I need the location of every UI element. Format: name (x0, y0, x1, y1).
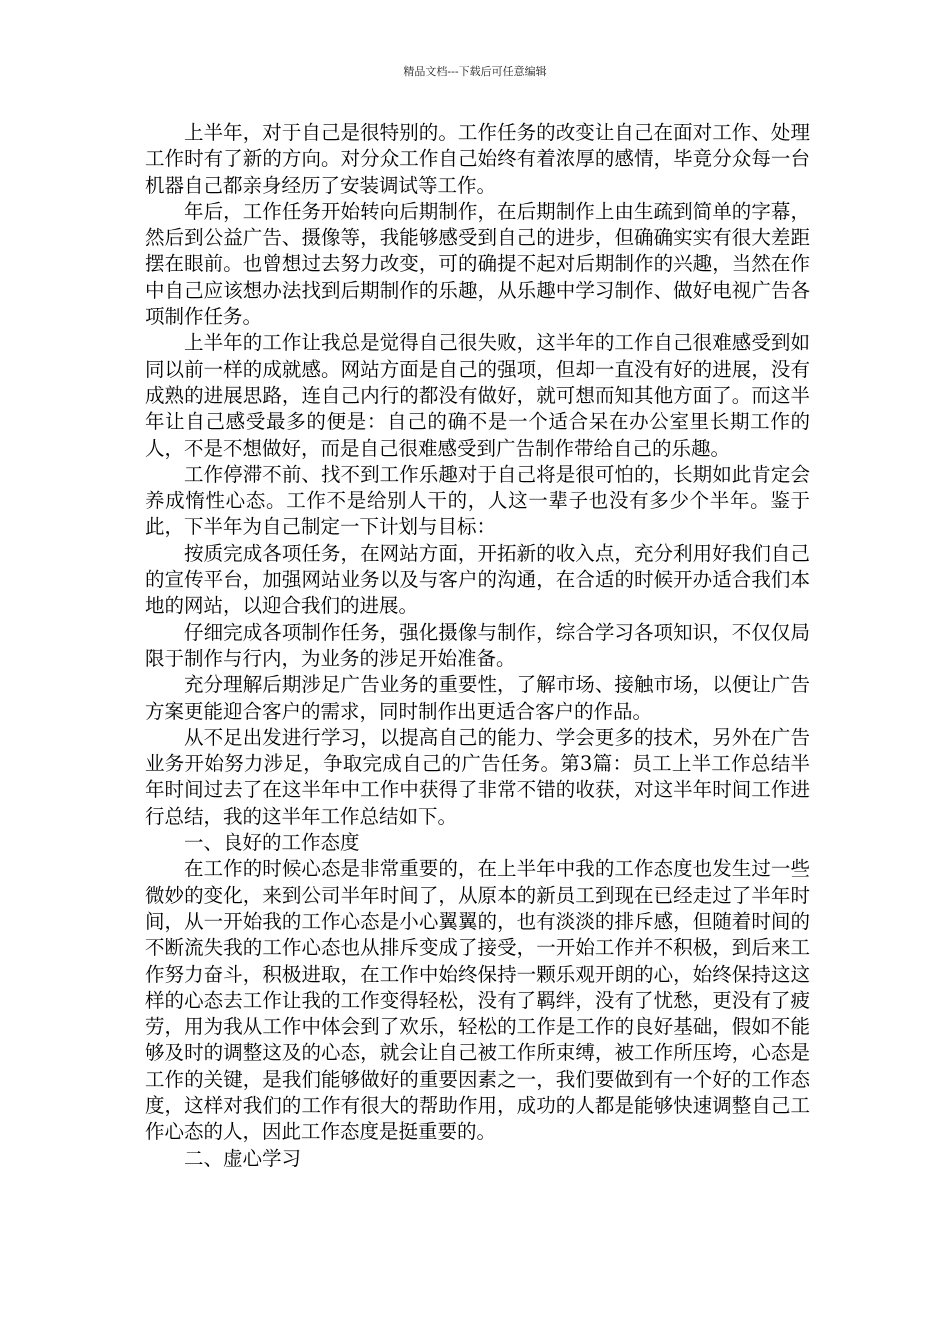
paragraph: 年后，工作任务开始转向后期制作，在后期制作上由生疏到简单的字幕，然后到公益广告、摄像等，我能够感受到自己的进步，但确确实实有很大差距摆在眼前。也曾想过去努力改变，可的确提不起对后期制作的兴趣，当然在作中自己应该想办法找到后期制作的乐趣，从乐趣中学习制作、做好电视广告各项制作任务。 (145, 199, 810, 329)
paragraph: 从不足出发进行学习，以提高自己的能力、学会更多的技术，另外在广告业务开始努力涉足，争取完成自己的广告任务。第3篇：员工上半工作总结半年时间过去了在这半年中工作中获得了非常不错的收获，对这半年时间工作进行总结，我的这半年工作总结如下。 (145, 725, 810, 828)
paragraph: 上半年的工作让我总是觉得自己很失败，这半年的工作自己很难感受到如同以前一样的成就感。网站方面是自己的强项，但却一直没有好的进展，没有成熟的进展思路，连自己内行的都没有做好，就可想而知其他方面了。而这半年让自己感受最多的便是：自己的确不是一个适合呆在办公室里长期工作的人，不是不想做好，而是自己很难感受到广告制作带给自己的乐趣。 (145, 331, 810, 460)
paragraph: 仔细完成各项制作任务，强化摄像与制作，综合学习各项知识，不仅仅局限于制作与行内，为业务的涉足开始准备。 (145, 620, 810, 670)
paragraph: 上半年，对于自己是很特别的。工作任务的改变让自己在面对工作、处理工作时有了新的方向。对分众工作自己始终有着浓厚的感情，毕竟分众每一台机器自己都亲身经历了安装调试等工作。 (145, 121, 810, 197)
document-body (145, 120, 810, 1172)
paragraph: 在工作的时候心态是非常重要的，在上半年中我的工作态度也发生过一些微妙的变化，来到公司半年时间了，从原本的新员工到现在已经走过了半年时间，从一开始我的工作心态是小心翼翼的，也有淡淡的排斥感，但随着时间的不断流失我的工作心态也从排斥变成了接受，一开始工作并不积极，到后来工作努力奋斗，积极进取，在工作中始终保持一颗乐观开朗的心，始终保持这这样的心态去工作让我的工作变得轻松，没有了羁绊，没有了忧愁，更没有了疲劳，用为我从工作中体会到了欢乐，轻松的工作是工作的良好基础，假如不能够及时的调整这及的心态，就会让自己被工作所束缚，被工作所压垮，心态是工作的关键，是我们能够做好的重要因素之一，我们要做到有一个好的工作态度，这样对我们的工作有很大的帮助作用，成功的人都是能够快速调整自己工作心态的人，因此工作态度是挺重要的。 (145, 857, 810, 1144)
paragraph: 工作停滞不前、找不到工作乐趣对于自己将是很可怕的，长期如此肯定会养成惰性心态。工作不是给别人干的，人这一辈子也没有多少个半年。鉴于此，下半年为自己制定一下计划与目标： (145, 462, 810, 539)
section-heading: 一、良好的工作态度 (184, 831, 360, 855)
page-header: 精品文档---下载后可任意编辑 (403, 65, 547, 78)
section-heading: 二、虚心学习 (184, 1146, 302, 1170)
paragraph: 按质完成各项任务，在网站方面，开拓新的收入点，充分利用好我们自己的宣传平台，加强网站业务以及与客户的沟通，在合适的时候开办适合我们本地的网站，以迎合我们的进展。 (145, 541, 810, 618)
paragraph: 充分理解后期涉足广告业务的重要性，了解市场、接触市场，以便让广告方案更能迎合客户的需求，同时制作出更适合客户的作品。 (145, 673, 810, 723)
